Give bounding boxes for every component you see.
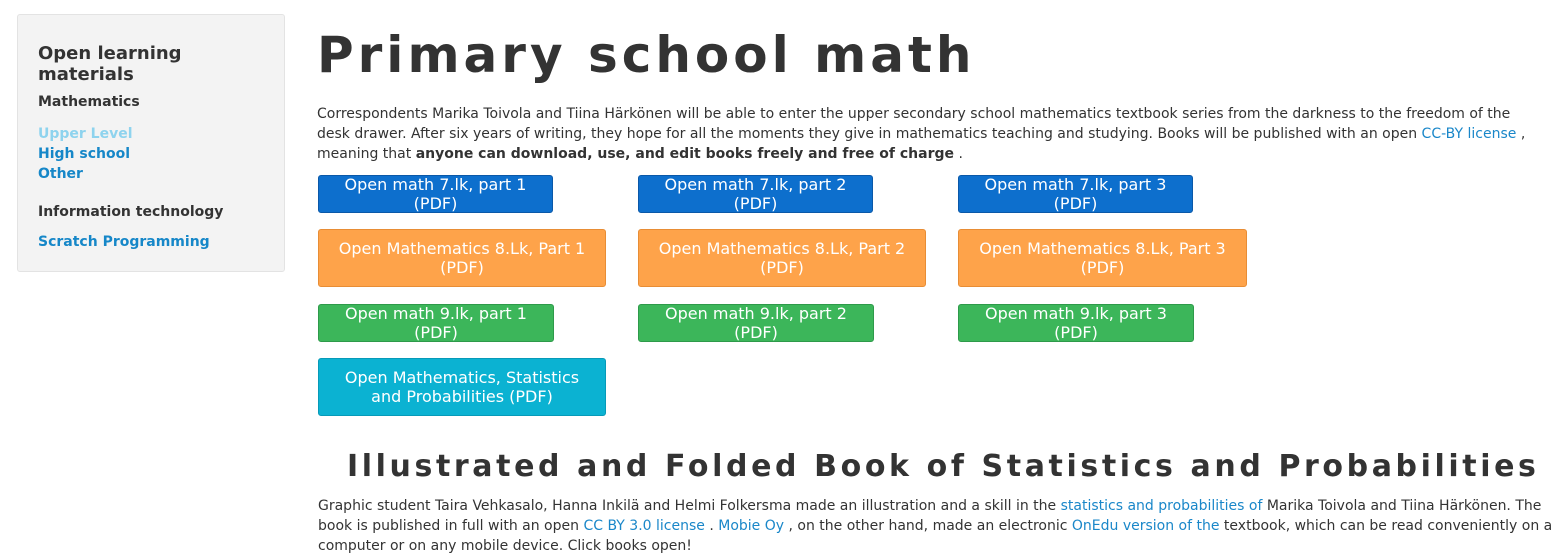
math9-part1-button[interactable]: Open math 9.lk, part 1 (PDF)	[318, 304, 554, 342]
sidebar-link-scratch[interactable]: Scratch Programming	[38, 234, 210, 250]
sidebar-link-upper-level[interactable]: Upper Level	[38, 126, 133, 142]
statistics-probabilities-button[interactable]: Open Mathematics, Statistics and Probabilities (PDF)	[318, 358, 606, 416]
math8-part1-button[interactable]: Open Mathematics 8.Lk, Part 1 (PDF)	[318, 229, 606, 287]
page-title: Primary school math	[317, 26, 976, 84]
statistics-paragraph	[318, 496, 1555, 556]
math7-part3-button[interactable]: Open math 7.lk, part 3 (PDF)	[958, 175, 1193, 213]
intro-text-1: Correspondents Marika Toivola and Tiina Härkönen will be able to enter the upper secondary school mathematics textbook series from the darkness to the freedom of the desk drawer. After six years of writing, they hope for all the moments they give in mathematics teaching and studying. Books will be published with an open	[317, 106, 1511, 142]
stats-text-4: , on the other hand, made an electronic	[784, 518, 1072, 534]
math9-part3-button[interactable]: Open math 9.lk, part 3 (PDF)	[958, 304, 1194, 342]
stats-text-3: .	[704, 518, 719, 534]
math7-part1-button[interactable]: Open math 7.lk, part 1 (PDF)	[318, 175, 553, 213]
math7-part2-button[interactable]: Open math 7.lk, part 2 (PDF)	[638, 175, 873, 213]
sidebar-link-high-school[interactable]: High school	[38, 146, 131, 162]
sidebar-title: Open learning materials	[38, 43, 182, 85]
section-title-statistics: Illustrated and Folded Book of Statistics and Probabilities	[347, 449, 1540, 484]
mobie-oy-link[interactable]: Mobie Oy	[718, 518, 785, 534]
intro-text-2: , meaning that	[317, 126, 1526, 162]
math8-part2-button[interactable]: Open Mathematics 8.Lk, Part 2 (PDF)	[638, 229, 926, 287]
stats-text-2: Marika Toivola and Tiina Härkönen. The book is published in full with an open	[318, 498, 1542, 534]
intro-bold-text: anyone can download, use, and edit books freely and free of charge	[415, 146, 955, 162]
sidebar-category-mathematics: Mathematics	[38, 94, 140, 110]
sidebar-link-other[interactable]: Other	[38, 166, 83, 182]
sidebar-category-it: Information technology	[38, 204, 224, 220]
onedu-version-link[interactable]: OnEdu version of the	[1071, 518, 1220, 534]
math8-part3-button[interactable]: Open Mathematics 8.Lk, Part 3 (PDF)	[958, 229, 1247, 287]
intro-text-3: .	[954, 146, 963, 162]
stats-text-5: textbook, which can be read conveniently on a computer or on any mobile device. Click books open!	[318, 518, 1553, 554]
statistics-probabilities-link[interactable]: statistics and probabilities of	[1060, 498, 1263, 514]
math9-part2-button[interactable]: Open math 9.lk, part 2 (PDF)	[638, 304, 874, 342]
cc-by-3-license-link[interactable]: CC BY 3.0 license	[583, 518, 705, 534]
sidebar	[17, 14, 285, 272]
intro-paragraph	[317, 104, 1529, 164]
cc-by-license-link[interactable]: CC-BY license	[1421, 126, 1517, 142]
stats-text-1: Graphic student Taira Vehkasalo, Hanna Inkilä and Helmi Folkersma made an illustration and a skill in the	[318, 498, 1061, 514]
